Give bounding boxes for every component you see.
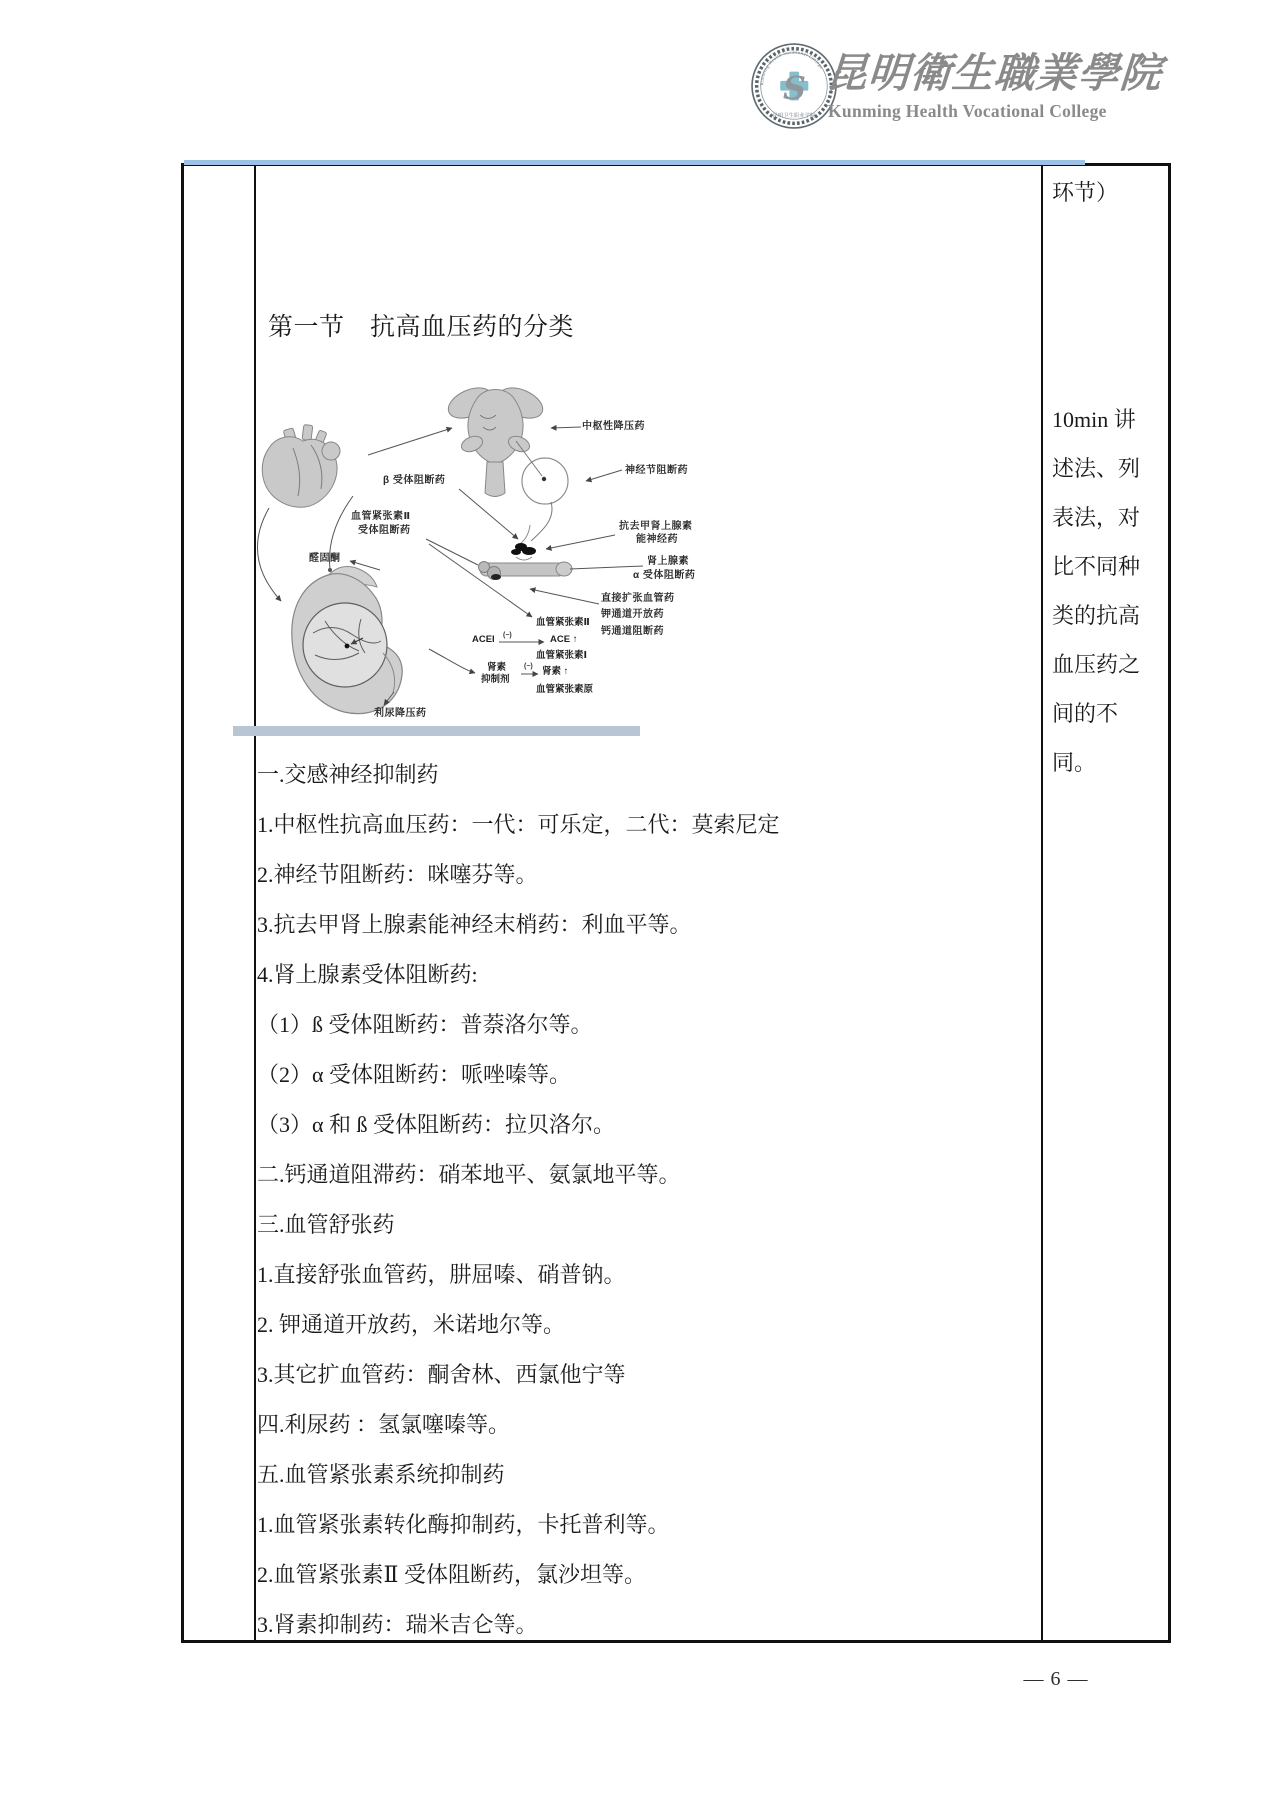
teaching-method-notes xyxy=(1052,395,1164,787)
content-line: 3.肾素抑制药：瑞米吉仑等。 xyxy=(257,1612,538,1637)
nerve-ending-shape xyxy=(511,525,536,560)
cascade-renin-inhibitor-line2: 抑制剂 xyxy=(481,674,510,685)
content-line: 二.钙通道阻滞药：硝苯地平、氨氯地平等。 xyxy=(257,1162,681,1187)
figure-label-antinorepinephrine-line1: 抗去甲肾上腺素 xyxy=(619,521,693,532)
college-name-english: Kunming Health Vocational College xyxy=(828,101,1107,121)
heart-shape xyxy=(262,425,340,508)
figure-label-antinorepinephrine-line2: 能神经药 xyxy=(636,534,678,545)
content-line: 1.血管紧张素转化酶抑制药，卡托普利等。 xyxy=(257,1512,670,1537)
content-line: 2.血管紧张素Ⅱ 受体阻断药，氯沙坦等。 xyxy=(257,1562,646,1587)
right-column-continuation-text: 环节） xyxy=(1052,180,1119,205)
kidney-shape xyxy=(292,567,402,714)
figure-label-at2-blocker-line2: 受体阻断药 xyxy=(358,525,411,536)
content-line: （2）α 受体阻断药：哌唑嗪等。 xyxy=(257,1062,572,1087)
cascade-ace: ACE ↑ xyxy=(550,634,578,645)
cascade-angiotensinogen: 血管紧张素原 xyxy=(536,684,594,695)
cascade-inhibition-sign-2: (−) xyxy=(524,663,533,670)
content-line: 四.利尿药 ：氢氯噻嗪等。 xyxy=(257,1412,511,1437)
page-number: — 6 — xyxy=(1023,1668,1089,1690)
method-note-line: 表法，对 xyxy=(1052,505,1141,530)
college-name-calligraphy: 昆明衛生職業學院 xyxy=(824,49,1164,97)
method-note-line: 述法、列 xyxy=(1052,456,1141,481)
figure-label-beta-blocker: β 受体阻断药 xyxy=(383,475,446,486)
figure-label-ganglion-blocker: 神经节阻断药 xyxy=(625,465,688,476)
content-line: 1.直接舒张血管药，肼屈嗪、硝普钠。 xyxy=(257,1262,626,1287)
classification-text-block xyxy=(257,750,1032,1650)
dragon-s-icon: S xyxy=(783,69,806,107)
method-note-line: 间的不 xyxy=(1052,701,1119,726)
cascade-renin: 肾素 ↑ xyxy=(542,666,569,677)
method-note-line: 10min 讲 xyxy=(1052,407,1136,432)
cascade-renin-inhibitor-line1: 肾素 xyxy=(487,662,507,673)
figure-label-direct-vasodilator: 直接扩张血管药 xyxy=(601,593,675,604)
figure-label-ca-channel-blocker: 钙通道阻断药 xyxy=(601,626,664,637)
content-line: 三.血管舒张药 xyxy=(257,1212,395,1237)
table-top-highlight-rule xyxy=(184,160,1085,165)
figure-label-aldosterone: 醛固酮 xyxy=(309,553,341,564)
method-note-line: 血压药之 xyxy=(1052,652,1141,677)
figure-label-central-antihypertensive: 中枢性降压药 xyxy=(582,421,645,432)
cascade-inhibition-sign-1: (−) xyxy=(503,632,512,639)
content-line: 2. 钾通道开放药，米诺地尔等。 xyxy=(257,1312,566,1337)
content-line: 1.中枢性抗高血压药：一代：可乐定，二代：莫索尼定 xyxy=(257,812,780,837)
blood-vessel-shape xyxy=(479,562,573,581)
method-note-line: 类的抗高 xyxy=(1052,603,1141,628)
seal-bottom-text: 昆明卫生职业学院 xyxy=(772,113,816,120)
section-title: 第一节 抗高血压药的分类 xyxy=(268,314,575,341)
figure-label-alpha-blocker-line2: α 受体阻断药 xyxy=(633,570,696,581)
content-line: 3.抗去甲肾上腺素能神经末梢药：利血平等。 xyxy=(257,912,692,937)
figure-bottom-rule xyxy=(233,726,640,736)
cascade-angiotensin2: 血管紧张素Ⅱ xyxy=(536,617,590,628)
figure-label-diuretic: 利尿降压药 xyxy=(374,708,427,719)
figure-label-k-channel-opener: 钾通道开放药 xyxy=(601,609,664,620)
table-divider-right xyxy=(1041,166,1043,1640)
ganglion-circle xyxy=(516,441,568,541)
content-line: 3.其它扩血管药：酮舍林、西氯他宁等 xyxy=(257,1362,626,1387)
cascade-angiotensin1: 血管紧张素Ⅰ xyxy=(536,650,588,661)
method-note-line: 比不同种 xyxy=(1052,554,1141,579)
content-line: 五.血管紧张素系统抑制药 xyxy=(257,1462,505,1487)
method-note-line: 同。 xyxy=(1052,750,1097,775)
content-line: 2.神经节阻断药：咪噻芬等。 xyxy=(257,862,538,887)
cascade-acei: ACEI xyxy=(472,634,495,645)
seal-top-text: Kunming Health Vocational College xyxy=(760,50,824,86)
figure-label-at2-blocker-line1: 血管紧张素Ⅱ xyxy=(351,511,411,522)
figure-label-adrenaline-line1: 肾上腺素 xyxy=(647,556,689,567)
antihypertensive-sites-figure xyxy=(233,343,703,739)
content-line: （1）ß 受体阻断药：普萘洛尔等。 xyxy=(257,1012,593,1037)
content-line: 4.肾上腺素受体阻断药: xyxy=(257,962,478,987)
content-line: （3）α 和 ß 受体阻断药：拉贝洛尔。 xyxy=(257,1112,616,1137)
content-line: 一.交感神经抑制药 xyxy=(257,762,439,787)
